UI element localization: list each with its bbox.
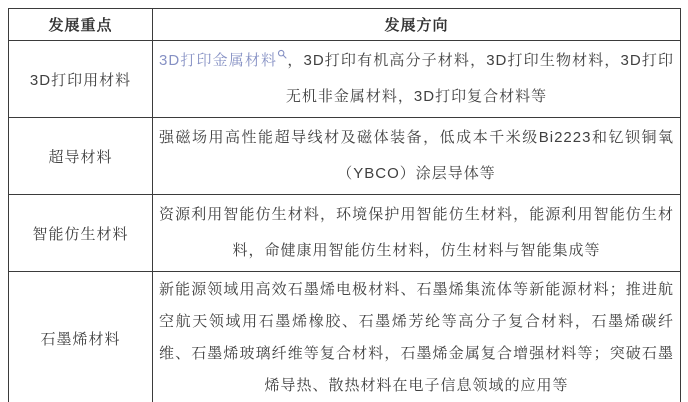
focus-label-superconductor: 超导材料: [9, 118, 153, 195]
development-directions-table: [8, 8, 681, 402]
direction-cell-bionic: 资源利用智能仿生材料，环境保护用智能仿生材料，能源利用智能仿生材料，命健康用智能仿生材料，仿生材料与智能集成等: [153, 195, 681, 272]
table-row-bionic: [9, 195, 681, 272]
direction-cell-graphene: 新能源领域用高效石墨烯电极材料、石墨烯集流体等新能源材料；推进航空航天领域用石墨烯橡胶、石墨烯芳纶等高分子复合材料，石墨烯碳纤维、石墨烯玻璃纤维等复合材料，石墨烯金属复合增强材料等；突破石墨烯导热、散热材料在电子信息领域的应用等: [153, 272, 681, 402]
table-row-3d-printing: [9, 41, 681, 118]
header-direction: 发展方向: [153, 9, 681, 41]
focus-label-bionic: 智能仿生材料: [9, 195, 153, 272]
table-row-superconductor: [9, 118, 681, 195]
table-row-graphene: [9, 272, 681, 402]
direction-cell-3d-printing: [153, 41, 681, 118]
direction-text-3d-printing: ，3D打印有机高分子材料，3D打印生物材料，3D打印无机非金属材料，3D打印复合材料等: [285, 52, 674, 105]
focus-label-graphene: 石墨烯材料: [9, 272, 153, 402]
search-icon[interactable]: [277, 51, 287, 61]
table-header-row: [9, 9, 681, 41]
header-focus: 发展重点: [9, 9, 153, 41]
metal-material-link[interactable]: 3D打印金属材料: [159, 52, 278, 69]
direction-cell-superconductor: 强磁场用高性能超导线材及磁体装备，低成本千米级Bi2223和钇钡铜氧（YBCO）涂层导体等: [153, 118, 681, 195]
focus-label-3d-printing: 3D打印用材料: [9, 41, 153, 118]
